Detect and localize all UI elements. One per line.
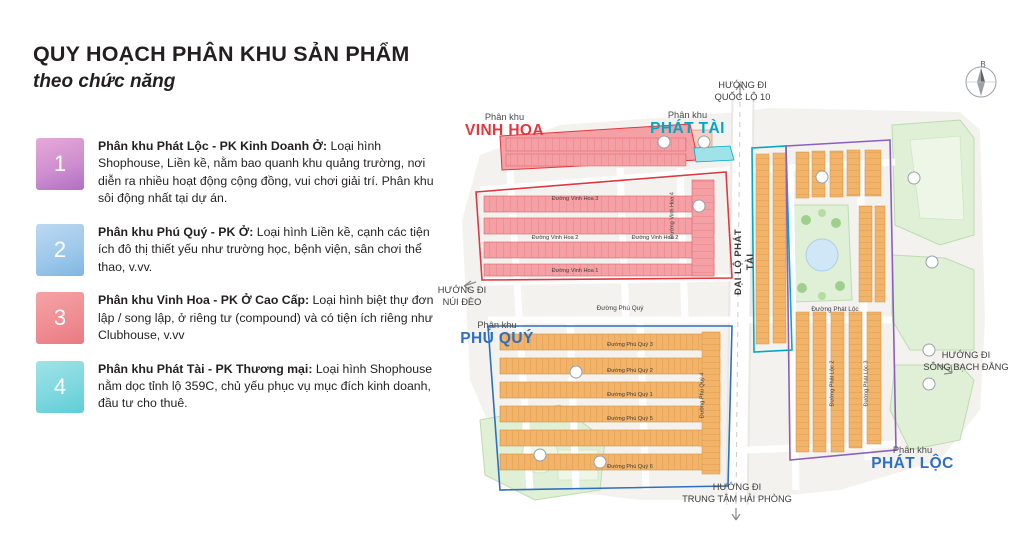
zone-name: PHÚ QUÝ — [460, 330, 534, 347]
direction-line1: HƯỚNG ĐI — [718, 80, 767, 90]
street-label: Đường Phát Lộc 2 — [829, 360, 836, 407]
direction-label-quoc-lo-10 — [690, 80, 795, 103]
masterplan-map — [437, 20, 1015, 535]
street-label: Đường Vinh Hoa 3 — [551, 196, 599, 202]
legend-item-body: Loại hình Shophouse nằm dọc tỉnh lộ 359C, chủ yếu phục vụ mục đích kinh doanh, đầu tư cho thuê. — [98, 361, 433, 411]
page-subtitle: theo chức năng — [33, 70, 176, 92]
street-label: Đường Phú Quý 4 — [699, 372, 706, 419]
legend-text — [98, 361, 443, 413]
legend-number-badge — [36, 138, 84, 190]
legend-number: 4 — [53, 373, 67, 399]
main-road-label: ĐẠI LỘ PHÁT TÀI — [733, 228, 756, 295]
direction-label-song-bach-dang — [918, 350, 1014, 373]
direction-line1: HƯỚNG ĐI — [712, 482, 762, 492]
street-label: Đường Vinh Hoa 1 — [551, 268, 599, 274]
compass — [961, 60, 1005, 116]
direction-line2: SÔNG BẠCH ĐẰNG — [923, 361, 1009, 372]
street-label: Đường Phát Lộc — [811, 306, 859, 313]
street-label: Đường Vinh Hoa 2 — [531, 235, 579, 241]
legend-item-body: Loại hình Liền kề, cạnh các tiện ích đô thị thiết yếu như trường học, bệnh viện, sân chơi thể thao, v.vv. — [98, 224, 430, 274]
zone-name: PHÁT LỘC — [871, 455, 954, 472]
legend-item-title: Phân khu Phú Quý - PK Ở: — [98, 224, 254, 239]
street-label: Đường Phú Quý 5 — [607, 416, 653, 422]
street-label: Đường Phát Lộc 3 — [863, 360, 870, 407]
legend-item-title: Phân khu Phát Lộc - PK Kinh Doanh Ở: — [98, 139, 328, 153]
list-item — [36, 224, 456, 276]
list-item — [36, 292, 456, 344]
zone-kicker: Phân khu — [477, 320, 517, 330]
zone-label-phat-tai — [625, 110, 750, 138]
legend-item-body: Loại hình Shophouse, Liền kề, nằm bao quanh khu quảng trường, nơi diễn ra nhiều hoạt động cộng đồng, vui chơi giải trí. Phân khu sôi động nhất tại dự án. — [98, 139, 434, 206]
compass-label: B — [980, 60, 986, 69]
page-title: QUY HOẠCH PHÂN KHU SẢN PHẨM — [33, 42, 410, 66]
legend-number: 1 — [53, 151, 67, 176]
legend-text — [98, 224, 443, 276]
street-label: Đường Phú Quý 1 — [607, 392, 653, 398]
legend-item-body: Loại hình biệt thự đơn lập / song lập, ở riêng tư (compound) và có tiện ích riêng như Clubhouse, v.vv — [98, 293, 434, 343]
list-item — [36, 138, 456, 208]
legend-number-badge — [36, 361, 84, 413]
street-label: Đường Phú Quý 2 — [607, 368, 653, 374]
direction-line2: QUỐC LỘ 10 — [714, 91, 771, 102]
direction-line2: NÚI ĐÈO — [442, 296, 482, 307]
direction-label-hai-phong — [662, 482, 812, 505]
legend-item-title: Phân khu Vinh Hoa - PK Ở Cao Cấp: — [98, 293, 310, 308]
page-title-block — [33, 42, 453, 93]
street-label: Đường Phú Quý — [596, 305, 644, 312]
street-label: Đường Phú Quý 6 — [607, 464, 653, 470]
direction-line1: HƯỚNG ĐI — [941, 350, 991, 360]
legend-number: 3 — [53, 305, 67, 331]
legend-item-title: Phân khu Phát Tài - PK Thương mại: — [98, 361, 313, 376]
zone-label-phu-quy — [438, 320, 556, 348]
zone-name: VINH HOA — [465, 122, 544, 139]
legend-number: 2 — [53, 236, 67, 262]
street-label: Đường Vinh Hoa 4 — [669, 192, 676, 239]
legend-number-badge — [36, 292, 84, 344]
zone-label-vinh-hoa — [442, 112, 567, 140]
legend-text — [98, 292, 443, 344]
legend-number-badge — [36, 224, 84, 276]
direction-label-nui-deo — [422, 285, 502, 308]
compass-icon — [961, 60, 1001, 102]
direction-line2: TRUNG TÂM HẢI PHÒNG — [682, 493, 792, 504]
zone-kicker: Phân khu — [667, 110, 708, 120]
direction-line1: HƯỚNG ĐI — [437, 285, 487, 295]
zone-kicker: Phân khu — [484, 112, 525, 122]
list-item — [36, 361, 456, 413]
zone-name: PHÁT TÀI — [650, 120, 725, 137]
zone-label-phat-loc — [845, 445, 980, 473]
zone-kicker: Phân khu — [892, 445, 933, 455]
street-label: Đường Phú Quý 3 — [607, 342, 653, 348]
street-label: Đường Vinh Hoa 2 — [631, 235, 679, 241]
legend-list — [36, 138, 456, 429]
legend-text — [98, 138, 443, 208]
